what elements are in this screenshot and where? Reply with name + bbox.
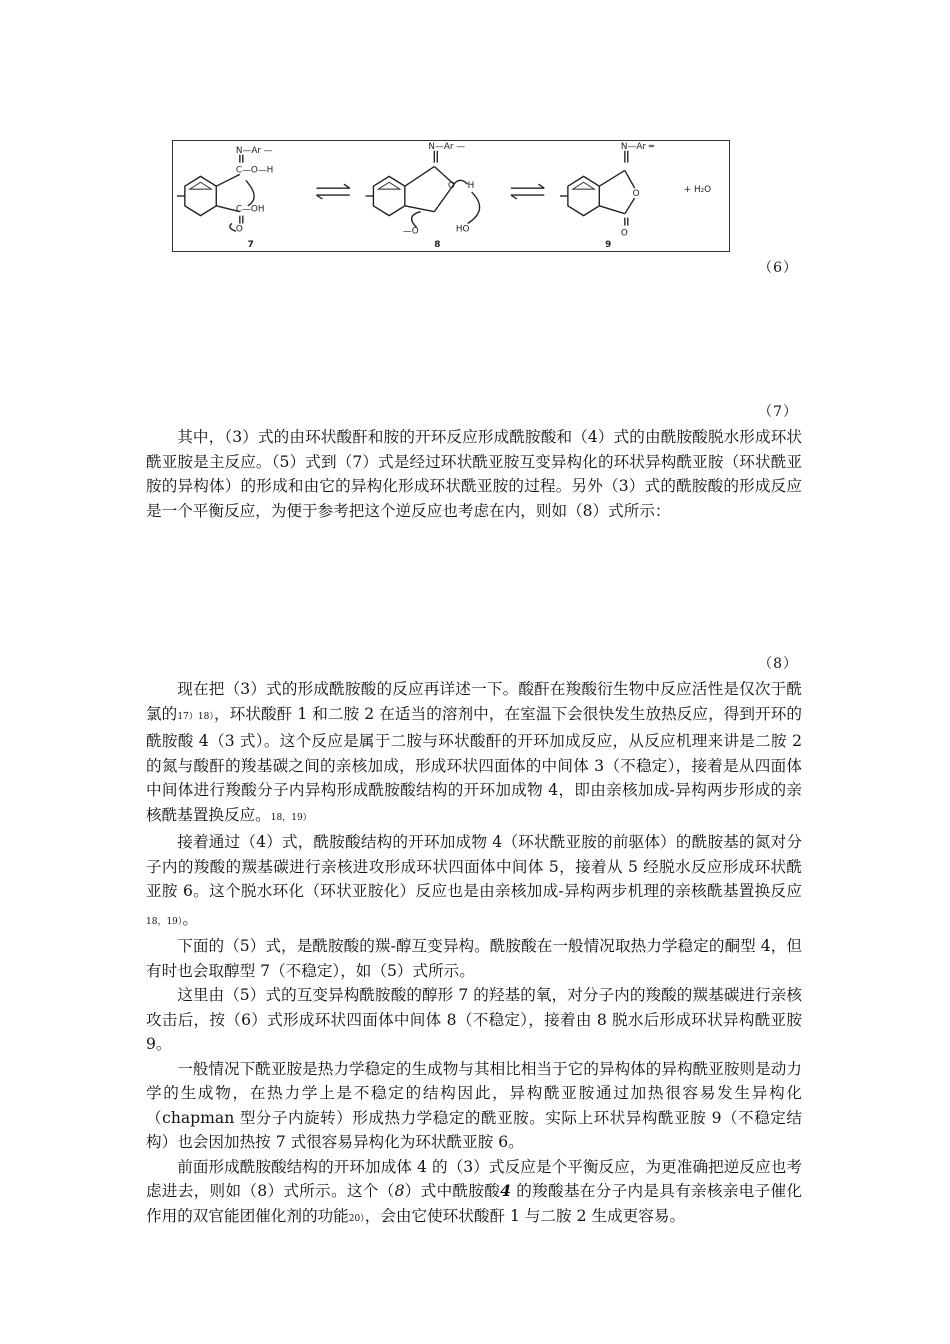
text-span: ，会由它使环状酸酐 1 与二胺 2 生成更容易。 bbox=[364, 1206, 686, 1225]
paragraph bbox=[146, 677, 802, 830]
paragraph: 下面的（5）式，是酰胺酸的羰-醇互变异构。酰胺酸在一般情况取热力学稳定的酮型 4，但有时也会取醇型 7（不稳定），如（5）式所示。 bbox=[146, 937, 802, 980]
mol7-nar-label: N—Ar — bbox=[235, 145, 273, 156]
text-span: 4 bbox=[500, 1181, 511, 1200]
mol9-nar-label: N—Ar ═ bbox=[620, 141, 655, 152]
text-span: 接着通过（4）式，酰胺酸结构的开环加成物 4（环状酰亚胺的前驱体）的酰胺基的氮对分子内的羧酸的羰基碳进行亲核进攻形成环状四面体中间体 5，接着从 5 经脱水反应形成环状酰亚胺 6。这个脱水环化（环状亚胺化）反应也是由亲核加成-异构两步机理的亲核酰基置换反应 bbox=[146, 833, 802, 900]
mol7-coh-label: C—O—H bbox=[235, 165, 274, 176]
water-label: + H₂O bbox=[683, 185, 712, 196]
citation: 18，19） bbox=[146, 916, 183, 927]
mol9-ring-o-label: O bbox=[632, 189, 640, 199]
reaction-scheme-6 bbox=[172, 140, 730, 252]
mol7-o-label: O bbox=[235, 224, 243, 235]
mol8-h-label: H bbox=[467, 181, 475, 192]
reaction-scheme-svg bbox=[173, 141, 729, 251]
citation: 17）18） bbox=[177, 711, 214, 722]
text-span: 8 bbox=[394, 1182, 405, 1200]
mol8-nar-label: N—Ar — bbox=[428, 141, 466, 152]
text-span: ）式中酰胺酸 bbox=[404, 1182, 501, 1200]
compound-9-label: 9 bbox=[605, 240, 612, 251]
paragraph: 这里由（5）式的互变异构酰胺酸的醇形 7 的羟基的氧，对分子内的羧酸的羰基碳进行亲核攻击后，按（6）式形成环状四面体中间体 8（不稳定），接着由 8 脱水后形成环状异构酰亚胺 9。 bbox=[146, 986, 802, 1053]
text-span: 现在把（3）式的形成酰胺酸的反应再详述一下。酸酐在羧酸衍生物中反应活性是仅次于酰氯的 bbox=[146, 680, 802, 723]
text-block-2 bbox=[146, 677, 802, 1231]
text-block-1 bbox=[146, 425, 802, 523]
text-span: 。 bbox=[182, 909, 199, 928]
paragraph bbox=[146, 1155, 802, 1232]
text-span: 前面形成酰胺酸结构的开环加成体 4 的（3）式反应是个平衡反应，为更准确把逆反应也考虑进去，则如（8）式所示。这个（ bbox=[146, 1157, 802, 1200]
citation: 20） bbox=[348, 1213, 365, 1224]
paragraph: 一般情况下酰亚胺是热力学稳定的生成物与其相比相当于它的异构体的异构酰亚胺则是动力学的生成物，在热力学上是不稳定的结构因此，异构酰亚胺通过加热很容易发生异构化（chapman 型分子内旋转）形成热力学稳定的酰亚胺。实际上环状异构酰亚胺 9（不稳定结构）也会因加热按 7 式很容易异构化为环状酰亚胺 6。 bbox=[146, 1059, 802, 1151]
equation-number-8: （8） bbox=[758, 656, 798, 672]
text-span: 的羧酸基在分子内是具有亲核亲电子催化作用的双官能团催化剂的功能 bbox=[146, 1182, 802, 1225]
mol8-ho-label: HO bbox=[455, 224, 470, 235]
compound-7-label: 7 bbox=[247, 240, 254, 251]
equation-number-6: （6） bbox=[758, 260, 798, 276]
mol9-carbonyl-o-label: O bbox=[620, 228, 628, 239]
mol8-o-label: O bbox=[448, 181, 456, 192]
paragraph bbox=[146, 830, 802, 934]
equation-number-7: （7） bbox=[758, 404, 798, 420]
compound-8-label: 8 bbox=[434, 240, 441, 251]
text-span: ，环状酸酐 1 和二胺 2 在适当的溶剂中，在室温下会很快发生放热反应，得到开环的酰胺酸 4（3 式）。这个反应是属于二胺与环状酸酐的开环加成反应，从反应机理来讲是二胺 2 的氮与酸酐的羧基碳之间的亲核加成，形成环状四面体的中间体 3（不稳定），接着是从四面体中间体进行羧酸分子内异构形成酰胺酸结构的开环加成物 4，即由亲核加成-异构两步形成的亲核酰基置换反应。 bbox=[146, 704, 802, 824]
paragraph: 其中，（3）式的由环状酸酐和胺的开环反应形成酰胺酸和（4）式的由酰胺酸脱水形成环状酰亚胺是主反应。（5）式到（7）式是经过环状酰亚胺互变异构化的环状异构酰亚胺（环状酰亚胺的异构体）的形成和由它的异构化形成环状酰亚胺的过程。另外（3）式的酰胺酸的形成反应是一个平衡反应，为便于参考把这个逆反应也考虑在内，则如（8）式所示： bbox=[146, 428, 802, 520]
mol7-cooh-label: C—OH bbox=[235, 204, 265, 215]
mol8-ominus-label: —O bbox=[402, 226, 419, 237]
citation: 18，19） bbox=[270, 812, 312, 823]
